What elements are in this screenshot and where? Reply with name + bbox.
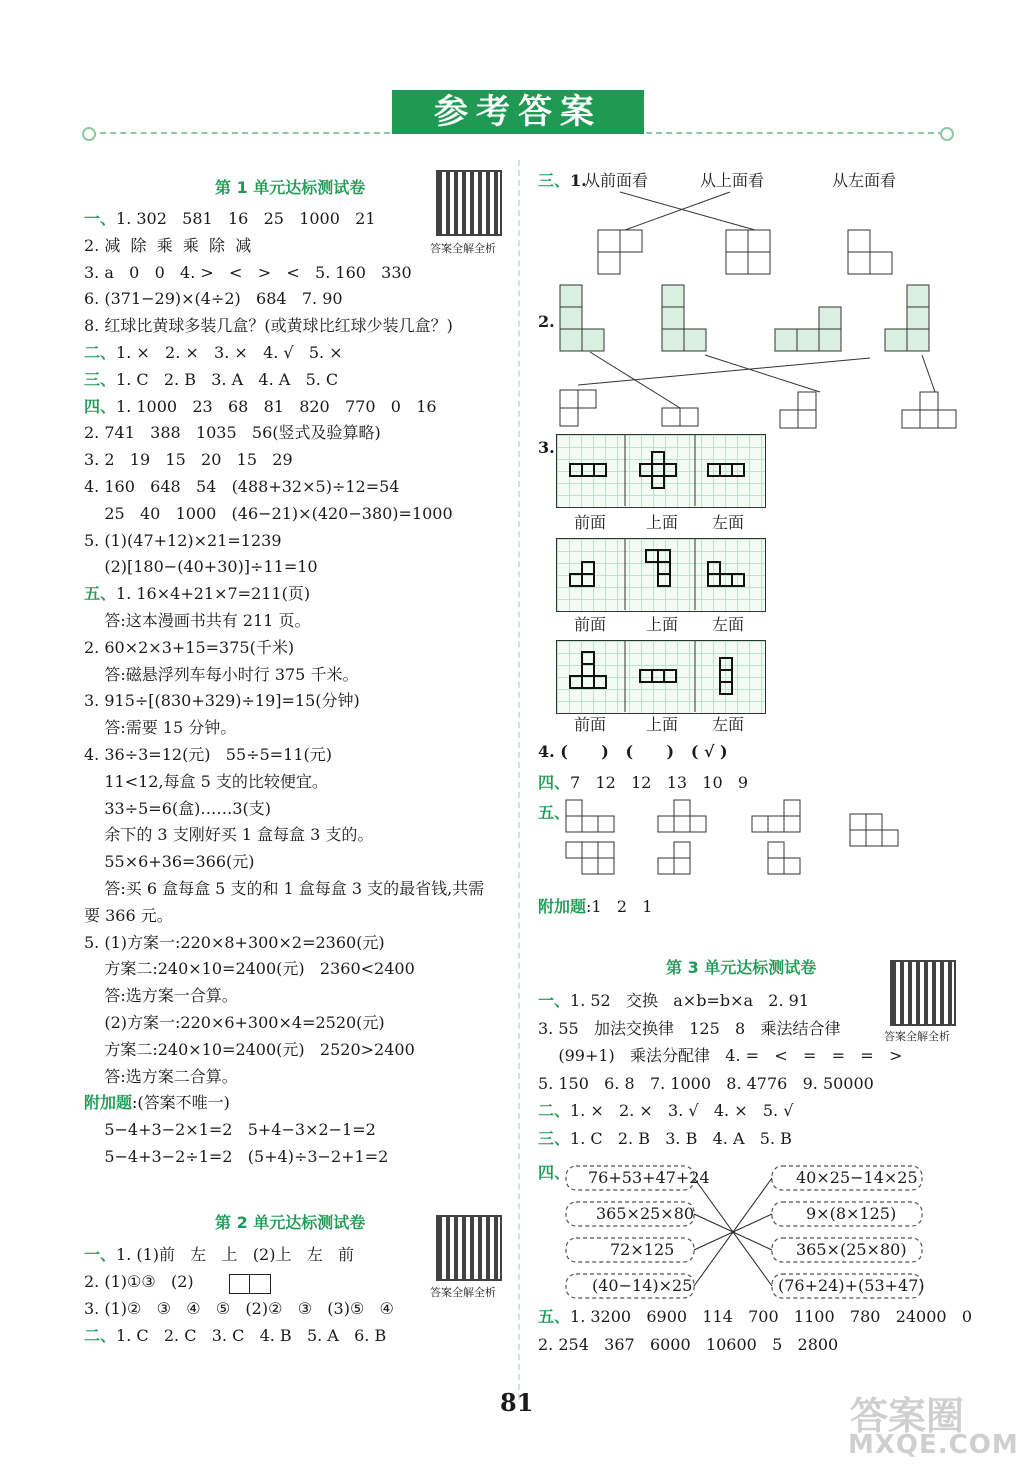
answer-line bbox=[84, 932, 385, 954]
answer-text: 1. 302 581 16 25 1000 21 bbox=[116, 209, 376, 228]
answer-text: (2)[180−(40+30)]÷11=10 bbox=[84, 557, 318, 577]
answer-text: 33÷5=6(盒)……3(支) bbox=[84, 798, 272, 818]
header-dotline-right bbox=[646, 132, 944, 134]
answer-box-shape bbox=[229, 1274, 271, 1294]
answer-text: 5−4+3−2×1=2 5+4−3×2−1=2 bbox=[84, 1120, 376, 1140]
answer-text: 1. 1000 23 68 81 820 770 0 16 bbox=[116, 396, 437, 416]
answer-text: 5−4+3−2÷1=2 (5+4)÷3−2+1=2 bbox=[84, 1147, 389, 1166]
answer-text: 方案二:240×10=2400(元) 2520>2400 bbox=[84, 1039, 415, 1059]
answer-text: 25 40 1000 (46−21)×(420−380)=1000 bbox=[84, 503, 453, 523]
answer-line bbox=[84, 1325, 386, 1347]
answer-line bbox=[84, 583, 310, 605]
grid2-label-front: 前面 bbox=[574, 615, 607, 634]
answer-line bbox=[84, 449, 293, 471]
answer-text: 2. (1)①③ (2) bbox=[84, 1272, 194, 1291]
page-number: 81 bbox=[500, 1388, 534, 1417]
unit3-title: 第 3 单元达标测试卷 bbox=[666, 958, 817, 977]
section-marker: 一、 bbox=[538, 991, 571, 1010]
answer-text: :(答案不唯一) bbox=[132, 1093, 230, 1113]
answer-line bbox=[84, 690, 360, 712]
r-q3-label: 三、1. bbox=[538, 171, 587, 190]
grid2-label-left: 左面 bbox=[712, 615, 745, 634]
section-marker: 一、 bbox=[84, 209, 117, 228]
match-right-1: 40×25−14×25 bbox=[796, 1168, 918, 1187]
answer-line bbox=[84, 315, 453, 337]
answer-text: 1. 16×4+21×7=211(页) bbox=[116, 584, 311, 604]
answer-text: 3. a 0 0 4. > < > < 5. 160 330 bbox=[84, 262, 412, 282]
section-marker: 五、 bbox=[84, 584, 117, 604]
match-left-1: 76+53+47+24 bbox=[588, 1168, 710, 1187]
answer-text: (2)方案一:220×6+300×4=2520(元) bbox=[84, 1013, 385, 1032]
answer-line bbox=[84, 556, 318, 578]
answer-line bbox=[84, 610, 310, 632]
answer-line bbox=[84, 664, 358, 686]
answer-line bbox=[84, 503, 453, 525]
answer-line bbox=[84, 342, 343, 364]
qr-caption-unit1: 答案全解全析 bbox=[430, 242, 496, 255]
answer-line bbox=[538, 1045, 902, 1067]
answer-text: 1. 52 交换 a×b=b×a 2. 91 bbox=[570, 991, 809, 1010]
answer-line bbox=[538, 1073, 874, 1095]
section-marker: 四、 bbox=[84, 396, 117, 416]
answer-line bbox=[84, 744, 332, 766]
answer-text: 答:磁悬浮列车每小时行 375 千米。 bbox=[84, 664, 359, 684]
qr-caption-unit3: 答案全解全析 bbox=[884, 1030, 950, 1043]
answer-line bbox=[84, 1119, 376, 1141]
answer-text: 1. (1)前 左 上 (2)上 左 前 bbox=[116, 1245, 354, 1264]
watermark-logo: 答案圈 bbox=[850, 1394, 965, 1438]
wu-shapes bbox=[560, 796, 900, 876]
answer-text: 5. (1)(47+12)×21=1239 bbox=[84, 530, 282, 550]
answer-text: 答:买 6 盒每盒 5 支的和 1 盒每盒 3 支的最省钱,共需 bbox=[84, 879, 485, 898]
answer-text: 1. × 2. × 3. × 4. √ 5. × bbox=[116, 343, 343, 362]
dotline-end-right bbox=[940, 127, 954, 141]
answer-line bbox=[538, 1100, 793, 1122]
answer-text: 要 366 元。 bbox=[84, 905, 173, 925]
answer-line bbox=[84, 235, 251, 257]
answer-text: 11<12,每盒 5 支的比较便宜。 bbox=[84, 771, 328, 791]
answer-line bbox=[84, 1146, 388, 1168]
answer-line bbox=[538, 990, 809, 1012]
answer-text: 2. 741 388 1035 56(竖式及验算略) bbox=[84, 423, 381, 443]
answer-text: 2. 减 除 乘 乘 除 减 bbox=[84, 235, 252, 255]
section-marker: 五、 bbox=[538, 1307, 571, 1326]
answer-line bbox=[84, 288, 343, 310]
grid3-label-front: 前面 bbox=[574, 715, 607, 734]
answer-line bbox=[84, 958, 415, 980]
answer-line bbox=[84, 905, 173, 927]
answer-line bbox=[538, 1306, 972, 1328]
answer-line bbox=[84, 1012, 385, 1034]
match-right-2: 9×(8×125) bbox=[806, 1204, 897, 1223]
r-q2-num: 2. bbox=[538, 312, 555, 331]
answer-line bbox=[84, 1092, 230, 1114]
qr-code-unit3[interactable] bbox=[890, 960, 956, 1026]
match-right-4: (76+24)+(53+47) bbox=[778, 1276, 925, 1295]
answer-text: 5. (1)方案一:220×8+300×2=2360(元) bbox=[84, 932, 385, 952]
answer-line bbox=[84, 637, 294, 659]
answer-text: 答:需要 15 分钟。 bbox=[84, 718, 237, 738]
grid2-label-top: 上面 bbox=[646, 615, 679, 634]
match-right-3: 365×(25×80) bbox=[796, 1240, 907, 1259]
answer-text: 6. (371−29)×(4÷2) 684 7. 90 bbox=[84, 289, 343, 309]
watermark-url: MXQE.COM bbox=[848, 1430, 1019, 1460]
answer-line bbox=[84, 824, 373, 846]
answer-line bbox=[84, 1066, 238, 1088]
r-q3b-num: 3. bbox=[538, 438, 555, 457]
section-marker: 二、 bbox=[84, 1326, 117, 1345]
r-wu-label: 五、 bbox=[538, 803, 571, 822]
answer-line bbox=[84, 1298, 394, 1320]
answer-text: 3. 915÷[(830+329)÷19]=15(分钟) bbox=[84, 691, 360, 711]
grid3-label-top: 上面 bbox=[646, 715, 679, 734]
answer-line bbox=[84, 717, 236, 739]
answer-text: 1. C 2. C 3. C 4. B 5. A 6. B bbox=[116, 1326, 387, 1345]
grid1-label-front: 前面 bbox=[574, 513, 607, 532]
header-banner: 参考答案 bbox=[392, 90, 644, 134]
answer-line bbox=[84, 1271, 194, 1293]
match-label: 四、 bbox=[538, 1163, 571, 1182]
answer-line bbox=[84, 851, 255, 873]
view-top-label: 从上面看 bbox=[700, 171, 765, 190]
grid-shapes bbox=[556, 434, 766, 714]
answer-line bbox=[84, 208, 376, 230]
match-left-3: 72×125 bbox=[610, 1240, 675, 1259]
answer-text: 3. (1)② ③ ④ ⑤ (2)② ③ (3)⑤ ④ bbox=[84, 1299, 394, 1318]
header-dotline-left bbox=[90, 132, 390, 134]
qr-code-unit2[interactable] bbox=[436, 1215, 502, 1281]
answer-line bbox=[538, 1018, 840, 1040]
answer-text: 2. 254 367 6000 10600 5 2800 bbox=[538, 1335, 839, 1354]
answer-line bbox=[538, 1128, 792, 1150]
answer-text: 8. 红球比黄球多装几盒？(或黄球比红球少装几盒？) bbox=[84, 316, 453, 336]
section-marker: 附加题 bbox=[84, 1093, 133, 1113]
answer-text: 1. C 2. B 3. A 4. A 5. C bbox=[116, 369, 339, 389]
answer-line bbox=[84, 1244, 354, 1266]
section-marker: 三、 bbox=[84, 369, 117, 389]
answer-line bbox=[84, 396, 437, 418]
answer-text: 3. 55 加法交换律 125 8 乘法结合律 bbox=[538, 1018, 841, 1038]
match-left-4: (40−14)×25 bbox=[592, 1276, 693, 1295]
dotline-end-left bbox=[82, 127, 96, 141]
answer-line bbox=[84, 530, 282, 552]
answer-line bbox=[84, 1039, 415, 1061]
r-q4: 4. ( ) ( ) ( √ ) bbox=[538, 742, 728, 761]
view-front-label: 从前面看 bbox=[584, 171, 649, 190]
view-left-label: 从左面看 bbox=[832, 171, 897, 190]
answer-line bbox=[84, 369, 338, 391]
unit1-title: 第 1 单元达标测试卷 bbox=[215, 178, 366, 197]
answer-line bbox=[538, 1334, 838, 1356]
answer-text: 答:选方案二合算。 bbox=[84, 1066, 238, 1086]
section-marker: 二、 bbox=[84, 343, 117, 362]
view-matching-figure bbox=[530, 180, 970, 430]
answer-line bbox=[84, 422, 381, 444]
answer-text: 1. 3200 6900 114 700 1100 780 24000 0 bbox=[570, 1307, 973, 1326]
answer-text: 1. × 2. × 3. √ 4. × 5. √ bbox=[570, 1101, 794, 1120]
section-marker: 二、 bbox=[538, 1101, 571, 1120]
answer-line bbox=[84, 985, 238, 1007]
unit2-title: 第 2 单元达标测试卷 bbox=[215, 1213, 366, 1232]
answer-text: 答:这本漫画书共有 211 页。 bbox=[84, 611, 311, 630]
section-marker: 三、 bbox=[538, 1128, 571, 1148]
answer-line bbox=[84, 798, 271, 820]
answer-line bbox=[84, 771, 328, 793]
answer-text: 2. 60×2×3+15=375(千米) bbox=[84, 637, 295, 657]
answer-text: 5. 150 6. 8 7. 1000 8. 4776 9. 50000 bbox=[538, 1073, 874, 1093]
answer-text: 1. C 2. B 3. B 4. A 5. B bbox=[570, 1128, 792, 1148]
answer-text: 答:选方案一合算。 bbox=[84, 986, 238, 1006]
answer-text: 55×6+36=366(元) bbox=[84, 852, 255, 872]
grid1-label-left: 左面 bbox=[712, 513, 745, 532]
section-marker: 一、 bbox=[84, 1245, 117, 1264]
grid3-label-left: 左面 bbox=[712, 715, 745, 734]
answer-text: 3. 2 19 15 20 15 29 bbox=[84, 450, 293, 470]
qr-code-unit1[interactable] bbox=[436, 170, 502, 236]
column-divider bbox=[518, 160, 520, 1400]
answer-text: 4. 160 648 54 (488+32×5)÷12=54 bbox=[84, 477, 400, 496]
answer-text: 方案二:240×10=2400(元) 2360<2400 bbox=[84, 959, 415, 979]
grid1-label-top: 上面 bbox=[646, 513, 679, 532]
answer-text: 4. 36÷3=12(元) 55÷5=11(元) bbox=[84, 745, 333, 764]
answer-text: 余下的 3 支刚好买 1 盒每盒 3 支的。 bbox=[84, 825, 374, 845]
answer-line bbox=[84, 262, 412, 284]
match-left-2: 365×25×80 bbox=[596, 1204, 695, 1223]
r-fujia: 附加题:1 2 1 bbox=[538, 897, 653, 916]
answer-text: (99+1) 乘法分配律 4. = < = = = > bbox=[538, 1046, 903, 1065]
answer-line bbox=[84, 476, 399, 498]
r-si: 四、7 12 12 13 10 9 bbox=[538, 773, 749, 792]
answer-line bbox=[84, 878, 484, 900]
qr-caption-unit2: 答案全解全析 bbox=[430, 1286, 496, 1299]
